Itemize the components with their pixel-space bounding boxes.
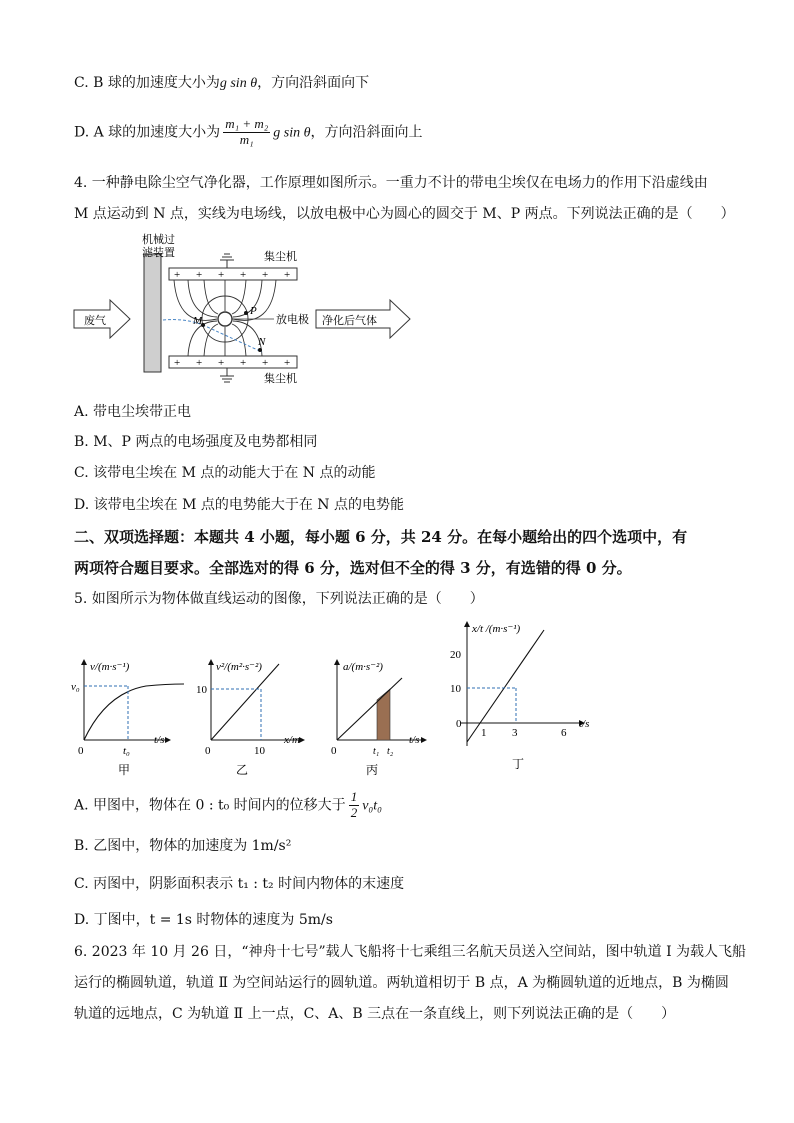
- plus-sign: +: [218, 357, 225, 369]
- graph-yi-xmarker: 10: [254, 745, 265, 757]
- electrostatic-precipitator-diagram: [70, 232, 420, 392]
- graph-jia-caption: 甲: [118, 763, 131, 776]
- graph-yi-ymarker: 10: [196, 684, 207, 696]
- q5-option-a: A. 甲图中，物体在 0 : t₀ 时间内的位移大于 $\frac{1}{2}$ v₀t₀: [74, 789, 383, 820]
- ground-symbol-top: [220, 254, 234, 268]
- plus-sign: +: [262, 357, 269, 369]
- q4-option-a: A. 带电尘埃带正电: [74, 404, 192, 420]
- line-yi: [211, 664, 279, 740]
- graph-bing-t1: t₁: [373, 746, 380, 757]
- graph-yi-xlabel: x/m: [284, 734, 300, 746]
- q6-stem-line3: 轨道的远地点，C 为轨道 Ⅱ 上一点，C、A、B 三点在一条直线上，则下列说法正确的是（ ）: [74, 1006, 676, 1022]
- graph-ding-xtick-6: 6: [561, 727, 567, 739]
- q4-option-d: D. 该带电尘埃在 M 点的电势能大于在 N 点的电势能: [74, 497, 405, 513]
- q5-option-d: D. 丁图中，t = 1s 时物体的速度为 5m/s: [74, 912, 333, 928]
- ground-symbol-bottom: [220, 368, 234, 382]
- graph-ding-ytick-10: 10: [450, 683, 461, 695]
- graph-jia-xlabel: t/s: [154, 734, 165, 746]
- q5-stem: 5. 如图所示为物体做直线运动的图像，下列说法正确的是（ ）: [74, 591, 484, 607]
- curve-jia: [84, 684, 184, 740]
- graph-bing-caption: 丙: [366, 763, 379, 776]
- graph-jia: [71, 660, 184, 776]
- graph-bing: [331, 660, 426, 776]
- graph-bing-ylabel: a/(m·s⁻²): [343, 661, 383, 673]
- graph-jia-ylabel: v/(m·s⁻¹): [90, 661, 130, 673]
- filter-label-2: 滤装置: [142, 246, 175, 259]
- line-bing: [337, 678, 402, 740]
- graph-ding: [450, 622, 589, 771]
- input-arrow-label: 废气: [84, 314, 106, 327]
- plus-sign: +: [218, 269, 225, 281]
- fraction: $\frac{\text{m₁ + m₂}}{\text{m₁}}$: [225, 116, 269, 147]
- graph-yi-caption: 乙: [236, 763, 249, 776]
- graph-ding-xtick-3: 3: [512, 727, 518, 739]
- graph-yi-origin: 0: [205, 745, 211, 757]
- discharge-electrode: [218, 312, 232, 326]
- plus-sign: +: [174, 269, 181, 281]
- point-n-dot: [258, 348, 262, 352]
- q3-option-d: D. A 球的加速度大小为 $\frac{\text{m₁ + m₂}}{\text{m₁}}$ g sin θ，方向沿斜面向上: [74, 116, 423, 147]
- plus-sign: +: [240, 269, 247, 281]
- graph-yi: [196, 660, 304, 776]
- collector-plate-bottom: [169, 356, 297, 368]
- q6-stem-line2: 运行的椭圆轨道，轨道 Ⅱ 为空间站运行的圆轨道。两轨道相切于 B 点，A 为椭圆轨道的近地点，B 为椭圆: [74, 975, 729, 991]
- graph-jia-ymarker: v₀: [71, 681, 80, 693]
- collector-bottom-label: 集尘机: [264, 372, 297, 385]
- graph-yi-ylabel: v²/(m²·s⁻²): [216, 661, 262, 673]
- q5-option-c: C. 丙图中，阴影面积表示 t₁ : t₂ 时间内物体的末速度: [74, 876, 405, 892]
- graph-bing-xlabel: t/s: [409, 734, 420, 746]
- graph-bing-origin: 0: [331, 745, 337, 757]
- section2-heading-line2: 两项符合题目要求。全部选对的得 6 分，选对但不全的得 3 分，有选错的得 0 分。: [74, 559, 632, 577]
- section2-heading-line1: 二、双项选择题：本题共 4 小题，每小题 6 分，共 24 分。在每小题给出的四个选项中，有: [74, 528, 688, 546]
- plus-sign: +: [262, 269, 269, 281]
- collector-top-label: 集尘机: [264, 250, 297, 263]
- fraction: $\frac{1}{2}$: [350, 789, 358, 820]
- output-arrow-label: 净化后气体: [322, 314, 377, 327]
- q4-stem-line2: M 点运动到 N 点，实线为电场线，以放电极中心为圆心的圆交于 M、P 两点。下列说法正确的是（ ）: [74, 206, 735, 222]
- graph-ding-caption: 丁: [512, 757, 525, 771]
- q4-stem-line1: 4. 一种静电除尘空气净化器，工作原理如图所示。一重力不计的带电尘埃仅在电场力的作用下沿虚线由: [74, 175, 708, 191]
- electrode-label: 放电极: [276, 313, 309, 326]
- q3-option-c: C. B 球的加速度大小为g sin θ，方向沿斜面向下: [74, 75, 370, 91]
- point-p-dot: [244, 311, 248, 315]
- graph-ding-ytick-0: 0: [456, 718, 462, 730]
- line-ding: [467, 630, 544, 742]
- graph-ding-ytick-20: 20: [450, 649, 461, 661]
- graph-bing-t2: t₂: [387, 746, 394, 757]
- q6-stem-line1: 6. 2023 年 10 月 26 日，“神舟十七号”载人飞船将十七乘组三名航天员送入空间站，图中轨道 Ⅰ 为载人飞船: [74, 944, 747, 960]
- plus-sign: +: [174, 357, 181, 369]
- graph-ding-xlabel: t/s: [579, 718, 590, 730]
- shaded-area: [377, 689, 390, 740]
- point-n-label: N: [258, 336, 266, 348]
- plus-sign: +: [284, 357, 291, 369]
- filter-label-1: 机械过: [142, 233, 175, 246]
- point-p-label: P: [250, 305, 257, 317]
- graph-ding-ylabel: x/t /(m·s⁻¹): [472, 623, 521, 635]
- point-m-label: M: [193, 315, 203, 327]
- graph-ding-xtick-1: 1: [481, 727, 487, 739]
- filter-device: [144, 254, 161, 372]
- plus-sign: +: [196, 357, 203, 369]
- plus-sign: +: [196, 269, 203, 281]
- motion-graphs: [66, 618, 606, 776]
- q5-option-b: B. 乙图中，物体的加速度为 1m/s²: [74, 838, 292, 854]
- plus-sign: +: [240, 357, 247, 369]
- collector-plate-top: [169, 268, 297, 280]
- q4-option-c: C. 该带电尘埃在 M 点的动能大于在 N 点的动能: [74, 465, 376, 481]
- q4-option-b: B. M、P 两点的电场强度及电势都相同: [74, 434, 318, 450]
- plus-sign: +: [284, 269, 291, 281]
- graph-jia-xmarker: t₀: [123, 745, 130, 757]
- graph-jia-origin: 0: [78, 745, 84, 757]
